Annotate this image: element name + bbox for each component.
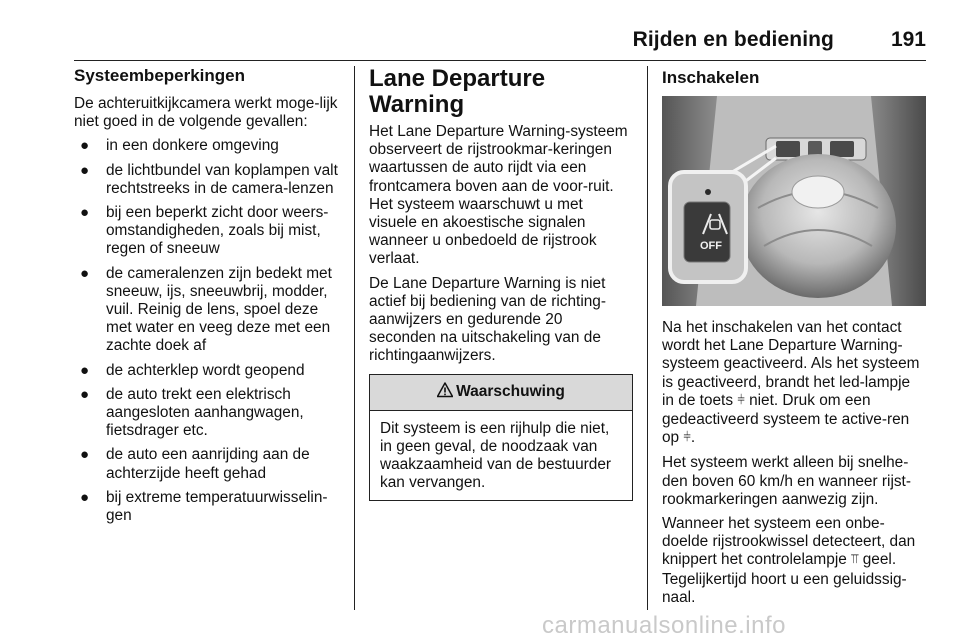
page-header [74,28,926,62]
inactive-conditions-text: De Lane Departure Warning is niet actief bij bediening van de richting-aanwijzers en gedurende 20 seconden na uitschakeling van de richtingaanwijzers. [369,274,606,365]
bullet-icon: ● [80,446,90,464]
list-item: ● de cameralenzen zijn bedekt met sneeuw, ijs, sneeuwbrij, modder, vuil. Reinig de lens, spoel deze met water en veeg deze met een zachte doek af [80,264,332,355]
list-item: ● de achterklep wordt geopend [80,361,305,379]
column-divider-1 [354,66,355,610]
warning-title: Waarschuwing [456,383,565,401]
lane-departure-button-icon: ⫩ [737,392,745,408]
detection-text: Wanneer het systeem een onbe-doelde rijstrookwissel detecteert, dan knippert het controlelampje ⫪ geel. Tegelijkertijd hoort u een geluidssig-naal. [662,515,916,606]
list-item: ● bij extreme temperatuurwisselin-gen [80,488,328,525]
lane-departure-lamp-icon: ⫪ [851,552,859,568]
heading-activation: Inschakelen [662,68,760,87]
watermark: carmanualsonline.info [542,612,786,639]
page-number: 191 [890,28,926,51]
list-item: ● de auto een aanrijding aan de achterzijde heeft gehad [80,446,310,482]
bullet-icon: ● [80,204,90,222]
off-label: OFF [700,240,722,252]
list-item: ● bij een beperkt zicht door weers-omstandigheden, zoals bij mist, regen of sneeuw [80,204,329,258]
intro-text: De achteruitkijkcamera werkt moge-lijk niet goed in de volgende gevallen: [74,95,338,131]
lane-departure-button-icon: ⫩ [683,430,691,446]
list-item: ● de lichtbundel van koplampen valt rechtstreeks in de camera-lenzen [80,161,338,197]
warning-header [370,375,632,411]
column-system-limitations [74,66,342,531]
lane-departure-button-icon [693,212,737,236]
console-illustration [662,96,926,306]
warning-triangle-icon [437,382,453,403]
warning-box [369,374,633,502]
column-divider-2 [647,66,648,610]
description-text: Het Lane Departure Warning-systeem observeert de rijstrookmar-keringen waartussen de auto rijdt via een frontcamera boven aan de voor-ruit. Het systeem waarschuwt u met visuele en akoestische signalen wanneer u onbedoeld de rijstrook verlaat. [369,123,628,268]
list-item: ● de auto trekt een elektrisch aangesloten aanhangwagen, fietsdrager etc. [80,385,304,440]
activation-text: Na het inschakelen van het contact wordt het Lane Departure Warning-systeem geactiveerd. Als het systeem is geactiveerd, brandt het led-lampje in de toets ⫩ niet. Druk om een gedeactiveerd systeem te active-ren op ⫩. [662,319,920,447]
bullet-icon: ● [80,488,90,506]
limitations-list [74,137,342,525]
list-item: ● in een donkere omgeving [80,137,279,155]
heading-lane-departure-warning: Lane Departure Warning [369,65,546,118]
column-activation [662,66,926,613]
bullet-icon: ● [80,137,90,155]
header-divider [74,60,926,61]
bullet-icon: ● [80,361,90,379]
warning-text: Dit systeem is een rijhulp die niet, in geen geval, de noodzaak van waakzaamheid van de bestuurder kan vervangen. [380,419,612,492]
bullet-icon: ● [80,264,90,282]
center-console-photo [662,96,926,306]
heading-system-limitations: Systeembeperkingen [74,66,246,85]
bullet-icon: ● [80,385,90,403]
column-lane-departure-warning [369,66,633,501]
section-title: Rijden en bediening [632,28,834,51]
bullet-icon: ● [80,161,90,179]
speed-condition-text: Het systeem werkt alleen bij snelhe-den boven 60 km/h en wanneer rijst-rookmarkeringen aanwezig zijn. [662,454,911,508]
